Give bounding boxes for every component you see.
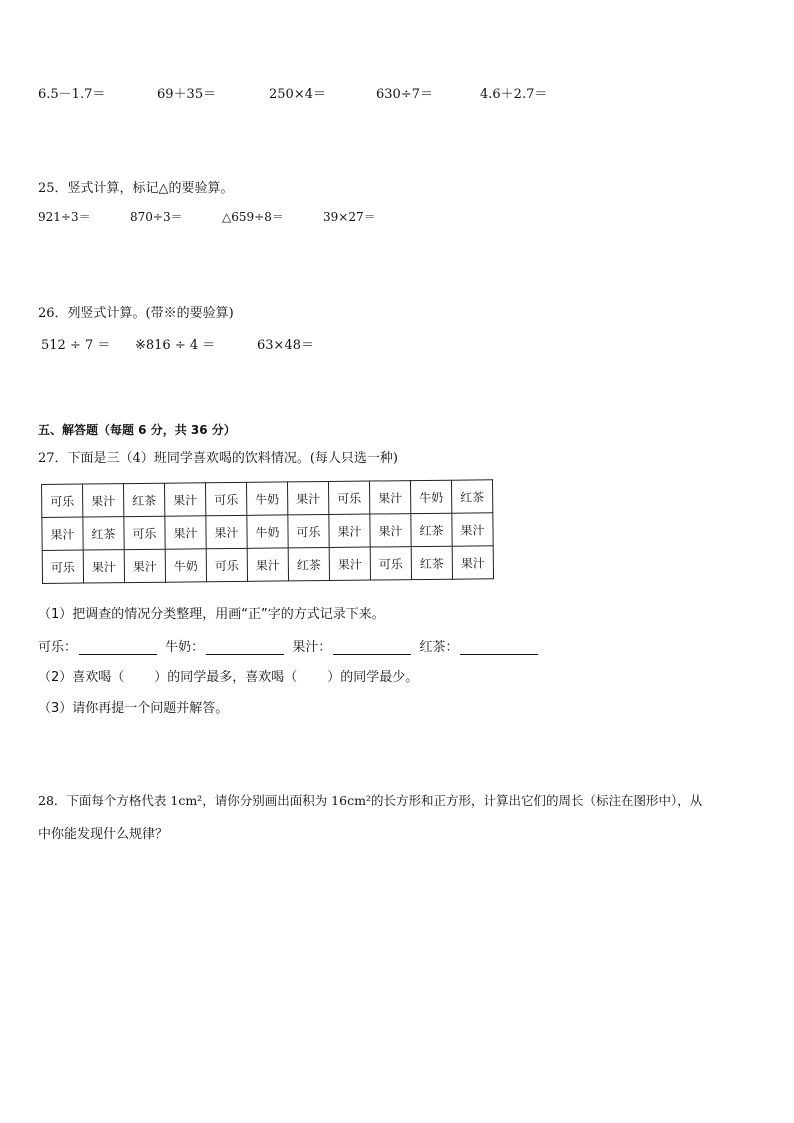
table-cell: 可乐	[370, 547, 411, 580]
mental-math-3: 250×4＝	[269, 87, 326, 102]
table-cell: 果汁	[83, 550, 124, 583]
mental-math-2: 69＋35＝	[157, 87, 217, 102]
table-cell: 红茶	[288, 547, 329, 580]
q26-expr-1: 512 ÷ 7 ＝	[41, 338, 111, 353]
q27-title: 27．下面是三（4）班同学喜欢喝的饮料情况。(每人只选一种)	[38, 451, 398, 466]
drinks-survey-table	[41, 479, 494, 584]
q28-line1: 28．下面每个方格代表 1cm²，请你分别画出面积为 16cm²的长方形和正方形，计算出它们的周长（标注在图形中），从	[38, 793, 703, 808]
table-cell: 果汁	[42, 517, 83, 550]
q27-part1: （1）把调查的情况分类整理，用画“正”字的方式记录下来。	[38, 607, 385, 622]
q27-part2-c: ）的同学最少。	[327, 670, 419, 685]
mental-math-4: 630÷7＝	[376, 87, 433, 102]
table-cell: 果汁	[452, 546, 493, 579]
fill-label-milk: 牛奶：	[165, 640, 205, 655]
q28-line2: 中你能发现什么规律？	[38, 827, 169, 842]
table-cell: 果汁	[83, 484, 124, 517]
table-cell: 可乐	[288, 514, 329, 547]
table-row	[42, 480, 493, 518]
q25-expr-2: 870÷3＝	[130, 210, 183, 224]
q26-expr-2: ※816 ÷ 4 ＝	[135, 338, 216, 353]
mental-math-1: 6.5－1.7＝	[38, 87, 106, 102]
table-cell: 果汁	[247, 548, 288, 581]
q27-part3: （3）请你再提一个问题并解答。	[38, 701, 229, 716]
table-cell: 牛奶	[246, 482, 287, 515]
table-cell: 果汁	[370, 514, 411, 547]
table-cell: 可乐	[206, 548, 247, 581]
fill-blank-juice[interactable]	[333, 642, 411, 655]
table-cell: 红茶	[83, 517, 124, 550]
fill-blank-cola[interactable]	[79, 642, 157, 655]
q27-fill-row	[38, 636, 542, 655]
table-cell: 红茶	[124, 483, 165, 516]
table-cell: 果汁	[329, 547, 370, 580]
table-cell: 红茶	[451, 480, 492, 513]
table-cell: 果汁	[287, 481, 328, 514]
table-cell: 果汁	[164, 483, 205, 516]
q26-title: 26．列竖式计算。(带※的要验算)	[38, 306, 234, 321]
fill-label-juice: 果汁：	[292, 640, 332, 655]
fill-blank-milk[interactable]	[206, 642, 284, 655]
table-cell: 果汁	[369, 481, 410, 514]
table-cell: 红茶	[411, 546, 452, 579]
table-cell: 牛奶	[247, 515, 288, 548]
table-cell: 牛奶	[410, 480, 451, 513]
section5-title: 五、解答题（每题 6 分，共 36 分）	[38, 423, 236, 437]
q26-expr-3: 63×48＝	[257, 338, 314, 353]
q27-part2	[38, 666, 418, 685]
q25-expr-1: 921÷3＝	[38, 210, 91, 224]
table-cell: 可乐	[42, 484, 83, 517]
table-cell: 果汁	[452, 513, 493, 546]
q27-part2-b: ）的同学最多，喜欢喝（	[154, 670, 298, 685]
q25-expr-3: △659÷8＝	[222, 210, 284, 224]
q27-part2-a: （2）喜欢喝（	[38, 670, 125, 685]
fill-label-cola: 可乐：	[38, 640, 78, 655]
table-cell: 红茶	[411, 513, 452, 546]
table-cell: 果汁	[165, 516, 206, 549]
table-row	[42, 513, 493, 551]
table-cell: 牛奶	[165, 549, 206, 582]
table-cell: 可乐	[124, 516, 165, 549]
table-row	[42, 546, 493, 584]
table-cell: 果汁	[329, 514, 370, 547]
q25-expr-4: 39×27＝	[323, 210, 376, 224]
table-cell: 可乐	[328, 481, 369, 514]
q25-title: 25．竖式计算，标记△的要验算。	[38, 181, 234, 196]
table-cell: 果汁	[124, 549, 165, 582]
fill-blank-tea[interactable]	[460, 642, 538, 655]
table-cell: 可乐	[205, 482, 246, 515]
table-cell: 可乐	[42, 550, 83, 583]
mental-math-5: 4.6＋2.7＝	[480, 87, 548, 102]
table-cell: 果汁	[206, 515, 247, 548]
fill-label-tea: 红茶：	[419, 640, 459, 655]
